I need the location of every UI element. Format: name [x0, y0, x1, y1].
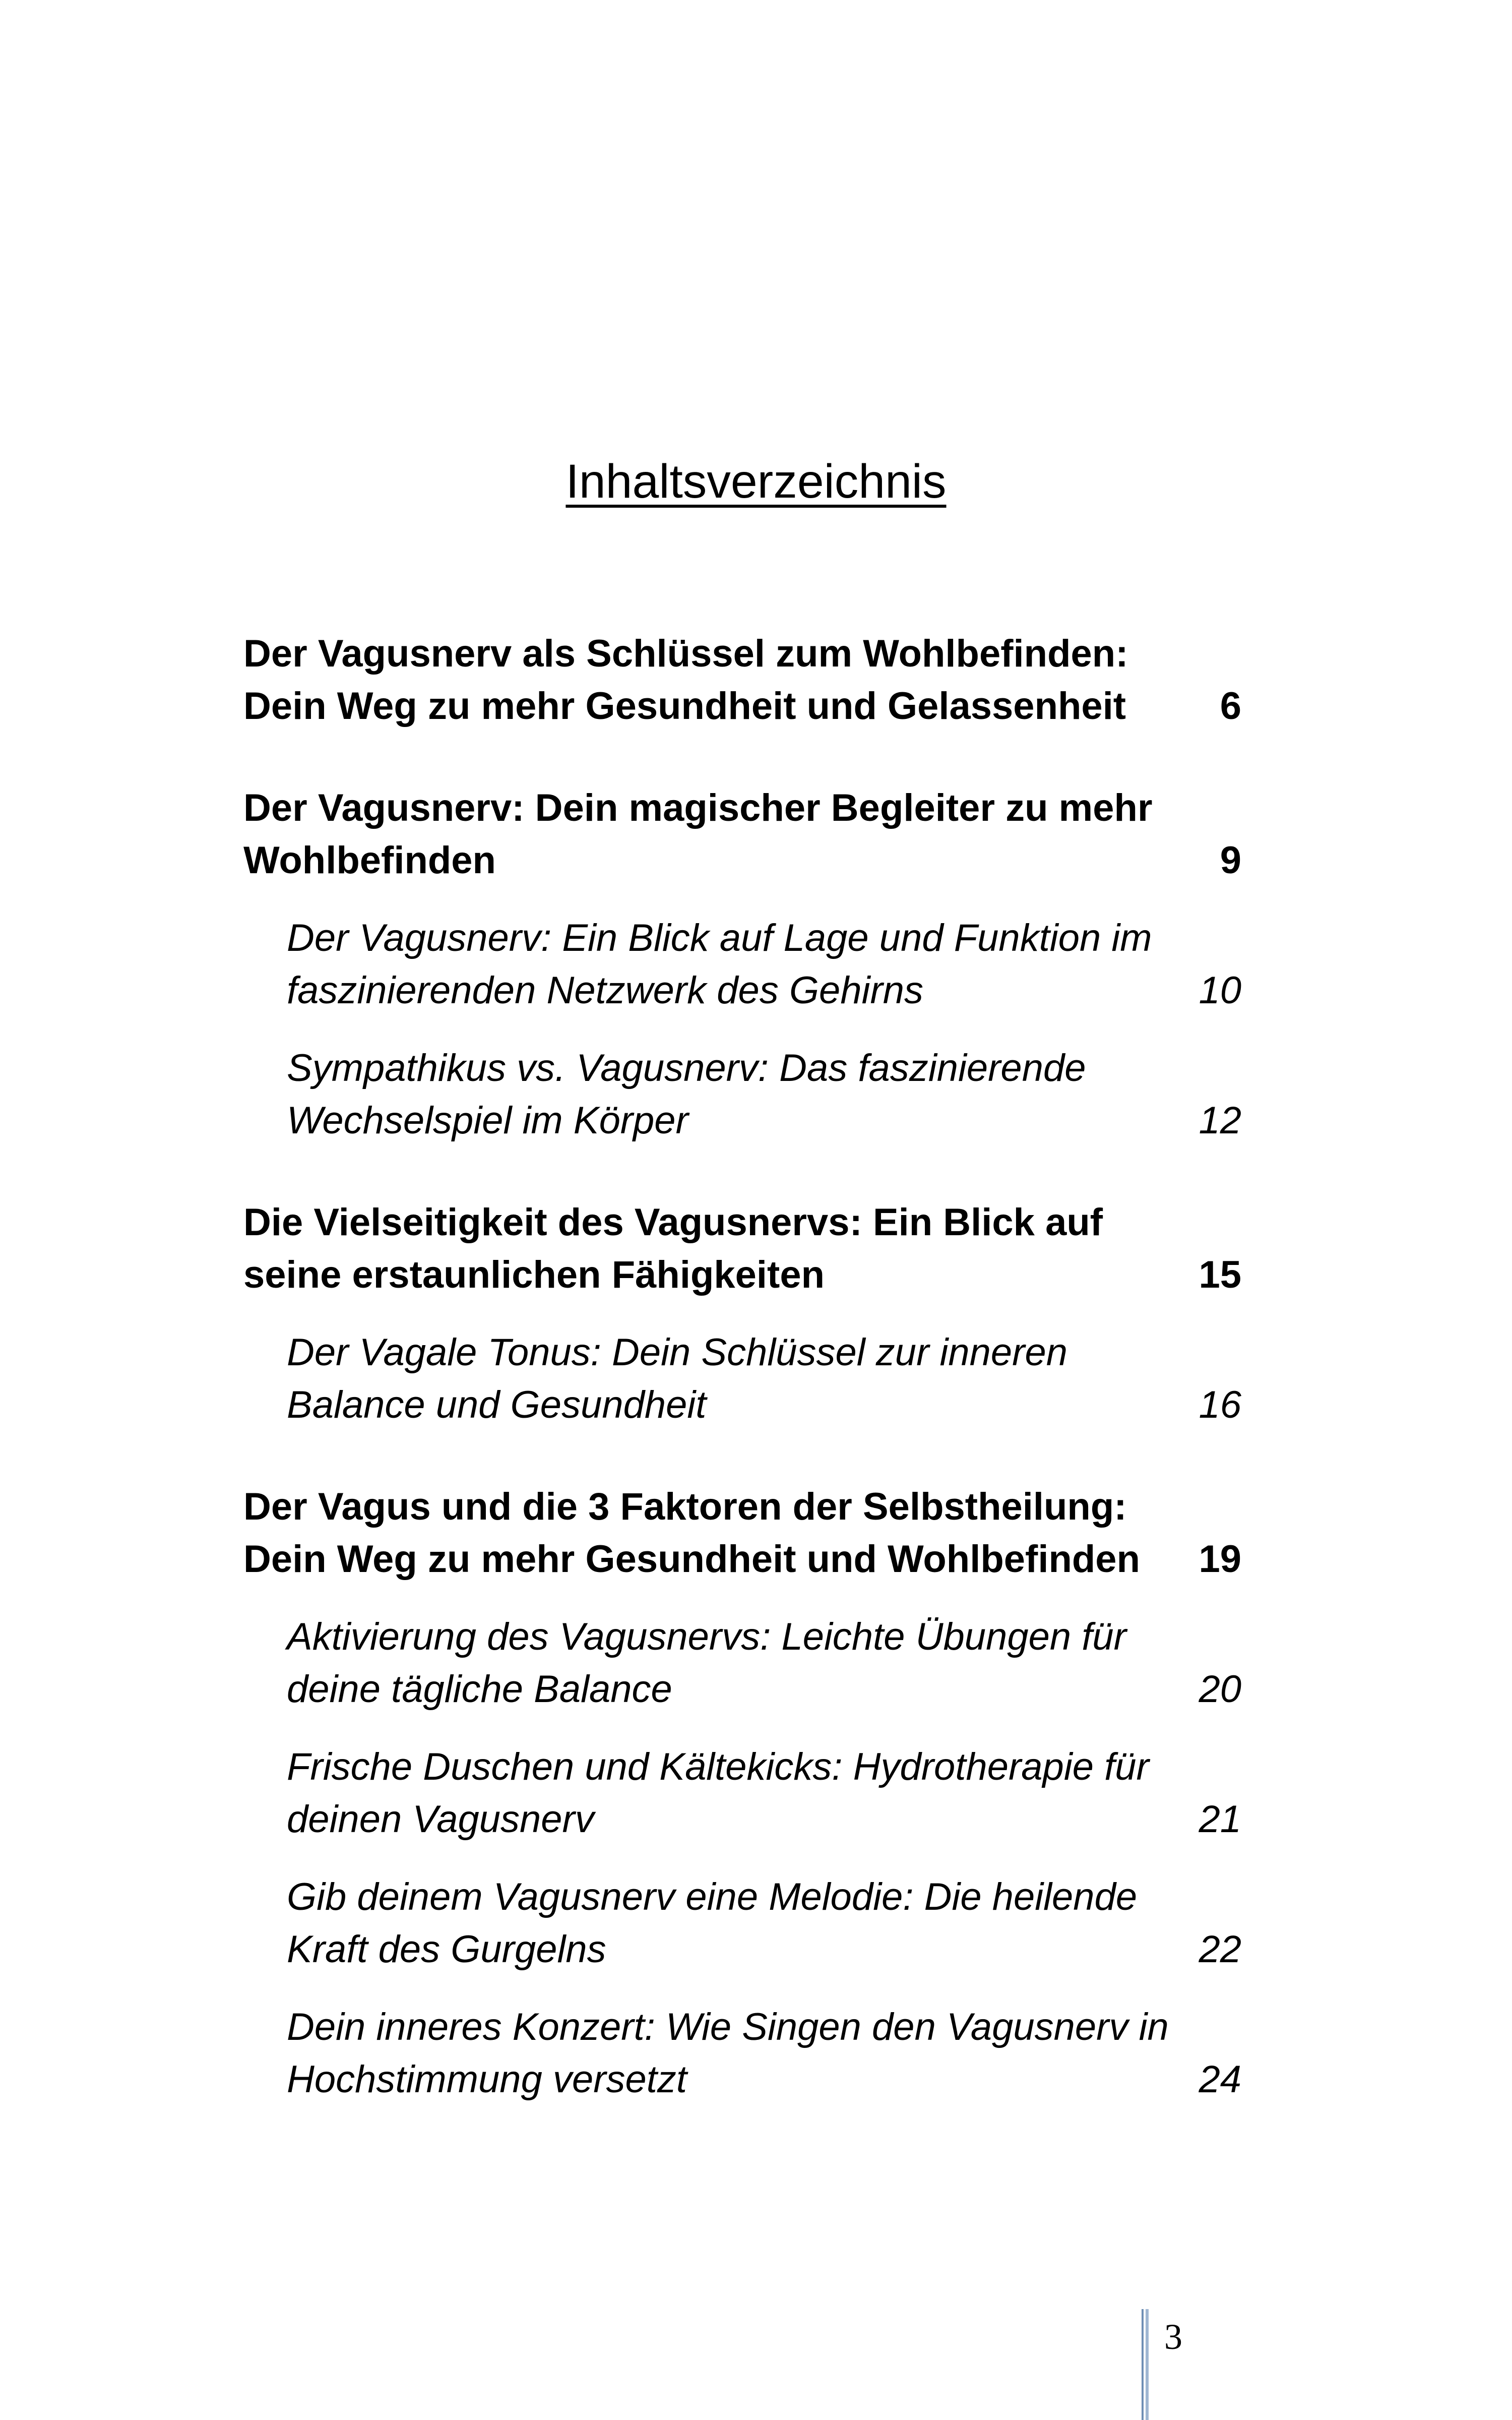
- toc-subentry-text: Gib deinem Vagusnerv eine Melodie: Die heilende Kraft des Gurgelns: [287, 1876, 1138, 1971]
- toc-entry-text: Der Vagusnerv als Schlüssel zum Wohlbefinden: Dein Weg zu mehr Gesundheit und Gelassenheit: [243, 632, 1128, 728]
- toc-subentry-text: Dein inneres Konzert: Wie Singen den Vagusnerv in Hochstimmung versetzt: [287, 2006, 1169, 2101]
- toc-subentry: [243, 1741, 1241, 1846]
- toc-subentry: [243, 1871, 1241, 1976]
- toc-entry-page: 19: [1199, 1538, 1241, 1581]
- toc-subentry-page: 12: [1199, 1099, 1241, 1142]
- toc-subentry: [243, 1611, 1241, 1716]
- toc-entry: [243, 1196, 1241, 1301]
- toc-subentry-page: 24: [1199, 2058, 1241, 2101]
- toc-entry-text: Der Vagus und die 3 Faktoren der Selbstheilung: Dein Weg zu mehr Gesundheit und Wohlbefinden: [243, 1485, 1140, 1581]
- toc-entry-text: Die Vielseitigkeit des Vagusnervs: Ein Blick auf seine erstaunlichen Fähigkeiten: [243, 1201, 1103, 1296]
- toc-subentry: [243, 1042, 1241, 1147]
- toc-subentry-text: Frische Duschen und Kältekicks: Hydrotherapie für deinen Vagusnerv: [287, 1745, 1149, 1841]
- toc-subentry: [243, 912, 1241, 1017]
- page-number: 3: [1164, 2317, 1182, 2357]
- toc-subentry: [243, 2001, 1241, 2106]
- footer-divider: [1142, 2309, 1149, 2420]
- toc-subentry-text: Sympathikus vs. Vagusnerv: Das faszinierende Wechselspiel im Körper: [287, 1047, 1086, 1142]
- toc-subentry: [243, 1326, 1241, 1431]
- toc-entry: [243, 782, 1241, 887]
- toc-subentry-text: Aktivierung des Vagusnervs: Leichte Übungen für deine tägliche Balance: [287, 1615, 1126, 1711]
- toc-entry-page: 9: [1220, 839, 1241, 882]
- toc-list: [243, 628, 1241, 2106]
- toc-subentry-page: 20: [1199, 1668, 1241, 1711]
- toc-subentry-text: Der Vagusnerv: Ein Blick auf Lage und Funktion im faszinierenden Netzwerk des Gehirns: [287, 917, 1152, 1012]
- toc-title: Inhaltsverzeichnis: [565, 455, 947, 508]
- toc-subentry-text: Der Vagale Tonus: Dein Schlüssel zur inneren Balance und Gesundheit: [287, 1331, 1068, 1426]
- toc-subentry-page: 16: [1199, 1383, 1241, 1426]
- toc-entry-text: Der Vagusnerv: Dein magischer Begleiter zu mehr Wohlbefinden: [243, 786, 1153, 882]
- toc-subentry-page: 21: [1199, 1798, 1241, 1841]
- toc-entry: [243, 1481, 1241, 1586]
- toc-entry-page: 6: [1220, 685, 1241, 728]
- toc-entry-page: 15: [1199, 1253, 1241, 1296]
- toc-entry: [243, 628, 1241, 733]
- toc-subentry-page: 22: [1199, 1928, 1241, 1971]
- toc-subentry-page: 10: [1199, 969, 1241, 1012]
